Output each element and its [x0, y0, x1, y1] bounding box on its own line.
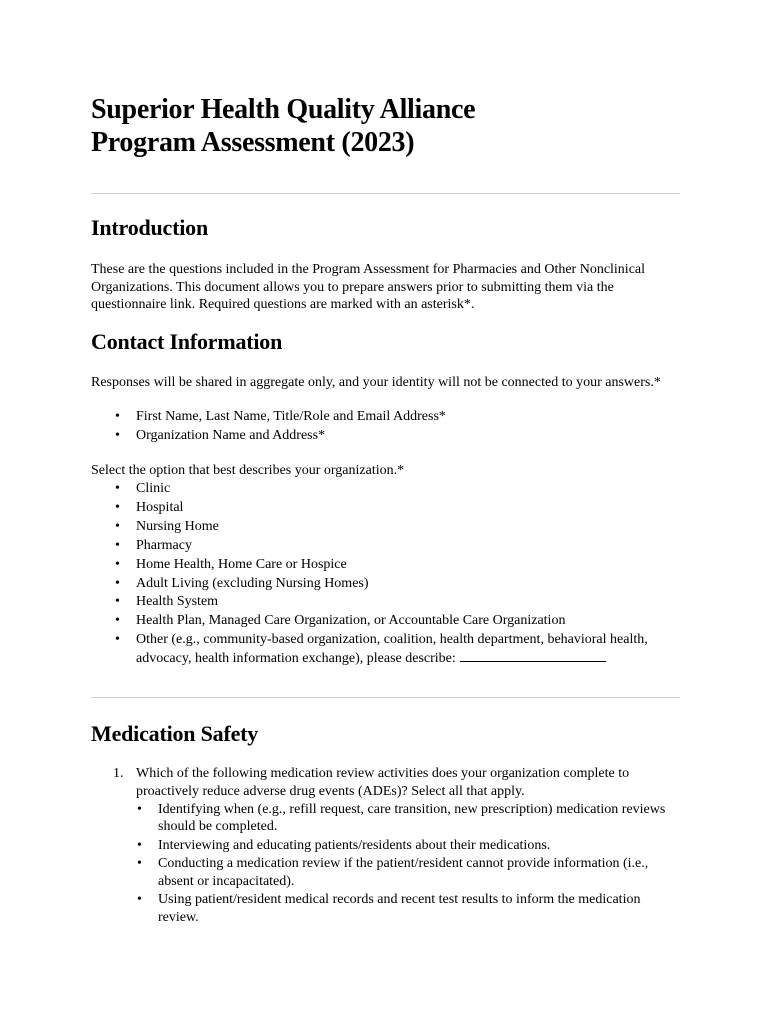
list-item: • Adult Living (excluding Nursing Homes) — [91, 575, 681, 594]
medication-questions — [91, 765, 681, 927]
list-item: • Interviewing and educating patients/residents about their medications. — [136, 837, 681, 855]
contact-heading: Contact Information — [91, 329, 283, 354]
introduction-text: These are the questions included in the Program Assessment for Pharmacies and Other Nonclinical Organizations. This document allows you to prepare answers prior to submitting them via the questionnaire link. Required questions are marked with an asterisk*. — [91, 262, 646, 312]
title-line-2: Program Assessment (2023) — [91, 127, 415, 158]
list-item: • Nursing Home — [91, 518, 681, 537]
medication-safety-heading: Medication Safety — [91, 721, 259, 746]
list-item: • Pharmacy — [91, 537, 681, 556]
organization-options-list — [91, 480, 681, 667]
list-item: • Conducting a medication review if the patient/resident cannot provide information (i.e., absent or incapacitated). — [136, 855, 681, 891]
divider — [91, 193, 680, 194]
title-line-1: Superior Health Quality Alliance — [91, 94, 476, 125]
introduction-heading: Introduction — [91, 215, 208, 240]
question-number: 1. — [113, 766, 124, 781]
divider — [91, 697, 680, 698]
list-item: • Clinic — [91, 480, 681, 499]
list-item: • Organization Name and Address* — [91, 427, 681, 446]
list-item: • Identifying when (e.g., refill request, care transition, new prescription) medication reviews should be completed. — [136, 801, 681, 837]
contact-intro: Responses will be shared in aggregate only, and your identity will not be connected to your answers.* — [91, 375, 661, 390]
list-item: • Hospital — [91, 499, 681, 518]
document-title — [91, 93, 475, 159]
contact-fields-list — [91, 408, 681, 445]
other-option-text: Other (e.g., community-based organization, coalition, health department, behavioral health, advocacy, health information exchange), please describe: — [136, 632, 648, 666]
question-text: Which of the following medication review activities does your organization complete to proactively reduce adverse drug events (ADEs)? Select all that apply. — [136, 766, 630, 799]
organization-prompt: Select the option that best describes your organization.* — [91, 463, 405, 478]
list-item: • Using patient/resident medical records and recent test results to inform the medication review. — [136, 891, 681, 927]
list-item: • Health Plan, Managed Care Organization, or Accountable Care Organization — [91, 612, 681, 631]
describe-blank-line — [460, 649, 606, 662]
list-item-other — [91, 631, 681, 667]
question-1 — [91, 765, 681, 927]
list-item: • Health System — [91, 593, 681, 612]
list-item: • Home Health, Home Care or Hospice — [91, 556, 681, 575]
question-options-list — [136, 801, 681, 927]
list-item: • First Name, Last Name, Title/Role and Email Address* — [91, 408, 681, 427]
